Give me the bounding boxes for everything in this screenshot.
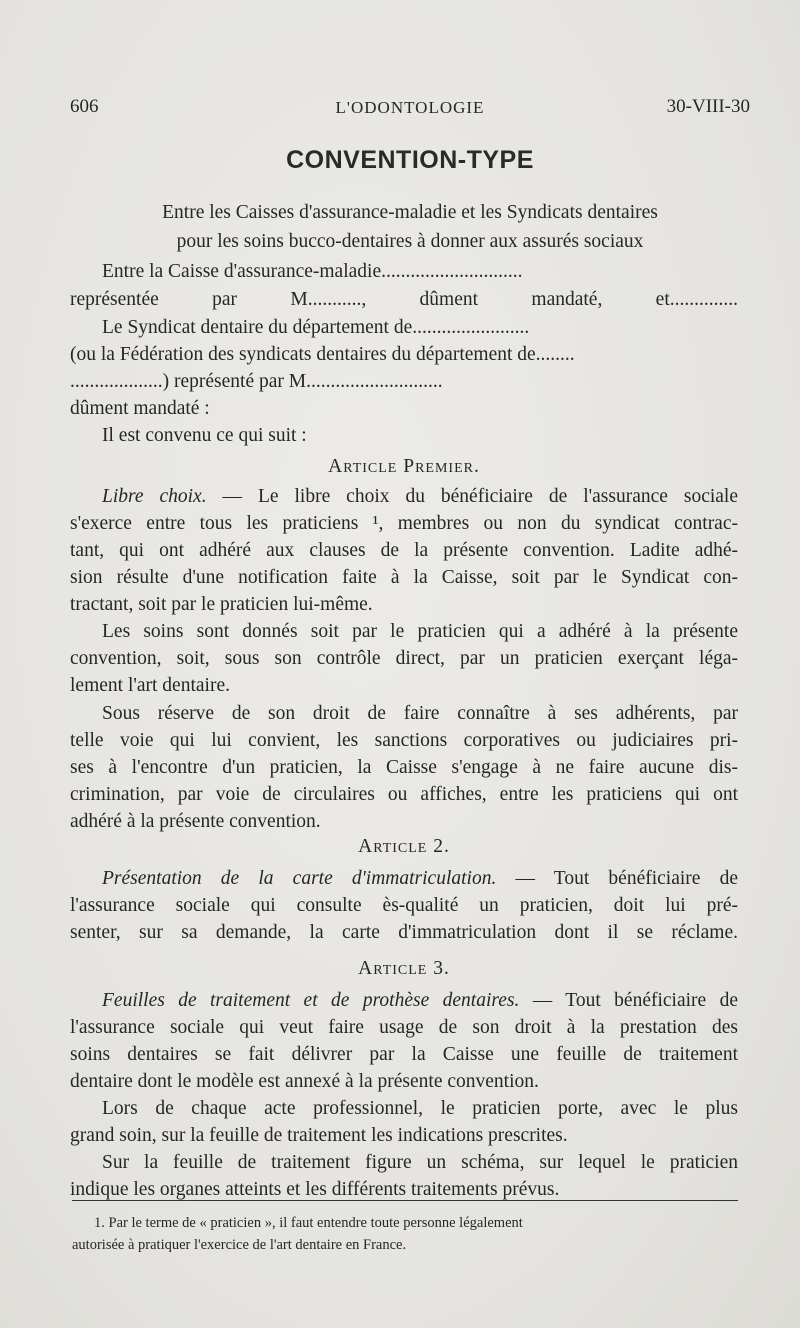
subtitle-line: pour les soins bucco-dentaires à donner aux assurés sociaux (176, 231, 644, 252)
article-line: Présentation de la carte d'immatriculation. — Tout bénéficiaire de (102, 868, 738, 889)
article-line: Libre choix. — Le libre choix du bénéficiaire de l'assurance sociale (102, 486, 738, 507)
article-line: l'assurance sociale qui consulte ès-qualité un praticien, doit lui pré- (70, 895, 738, 916)
preamble-line: (ou la Fédération des syndicats dentaires du département de........ (70, 344, 575, 365)
article-heading: Article 3. (358, 958, 450, 979)
article-line: senter, sur sa demande, la carte d'immatriculation dont il se réclame. (70, 922, 738, 943)
article-line: tant, qui ont adhéré aux clauses de la présente convention. Ladite adhé- (70, 540, 738, 561)
article-lead: Libre choix. (102, 486, 207, 507)
issue-date: 30-VIII-30 (666, 96, 750, 117)
preamble-line: représentée par M..........., dûment mandaté, et.............. (70, 289, 738, 310)
article-line: Lors de chaque acte professionnel, le praticien porte, avec le plus (102, 1098, 738, 1119)
footnote-line: 1. Par le terme de « praticien », il faut entendre toute personne légalement (94, 1215, 523, 1231)
preamble-line: dûment mandaté : (70, 398, 210, 419)
article-line: convention, soit, sous son contrôle direct, par un praticien exerçant léga- (70, 648, 738, 669)
article-lead: Feuilles de traitement et de prothèse dentaires. (102, 990, 520, 1011)
article-line: grand soin, sur la feuille de traitement les indications prescrites. (70, 1125, 568, 1146)
article-line: Les soins sont donnés soit par le praticien qui a adhéré à la présente (102, 621, 738, 642)
article-heading: Article 2. (358, 836, 450, 857)
article-line: tractant, soit par le praticien lui-même. (70, 594, 373, 615)
document-title: CONVENTION-TYPE (286, 146, 534, 174)
document-subtitle (70, 198, 750, 256)
article-line: sion résulte d'une notification faite à la Caisse, soit par le Syndicat con- (70, 567, 738, 588)
article-heading: Article Premier. (328, 456, 480, 477)
preamble-line: Entre la Caisse d'assurance-maladie............................. (102, 261, 523, 282)
article-line: lement l'art dentaire. (70, 675, 230, 696)
article-line: telle voie qui lui convient, les sanctions corporatives ou judiciaires pri- (70, 730, 738, 751)
article-line: ses à l'encontre d'un praticien, la Caisse s'engage à ne faire aucune dis- (70, 757, 738, 778)
preamble-line: Il est convenu ce qui suit : (102, 425, 307, 446)
article-line: soins dentaires se fait délivrer par la Caisse une feuille de traitement (70, 1044, 738, 1065)
footnote-line: autorisée à pratiquer l'exercice de l'art dentaire en France. (72, 1237, 407, 1253)
article-line: l'assurance sociale qui veut faire usage de son droit à la prestation des (70, 1017, 738, 1038)
preamble-line: Le Syndicat dentaire du département de........................ (102, 317, 530, 338)
article-line: adhéré à la présente convention. (70, 811, 321, 832)
page-number: 606 (70, 96, 99, 117)
article-line: crimination, par voie de circulaires ou affiches, entre les praticiens qui ont (70, 784, 738, 805)
article-line: Sous réserve de son droit de faire connaître à ses adhérents, par (102, 703, 738, 724)
journal-title: L'ODONTOLOGIE (335, 98, 485, 117)
article-line: indique les organes atteints et les différents traitements prévus. (70, 1179, 560, 1200)
article-lead: Présentation de la carte d'immatriculation. (102, 868, 497, 889)
subtitle-line: Entre les Caisses d'assurance-maladie et les Syndicats dentaires (162, 202, 658, 223)
running-header (70, 96, 750, 126)
preamble-line: ...................) représenté par M............................ (70, 371, 443, 392)
article-line: Sur la feuille de traitement figure un schéma, sur lequel le praticien (102, 1152, 738, 1173)
article-line: Feuilles de traitement et de prothèse dentaires. — Tout bénéficiaire de (102, 990, 738, 1011)
footnote-divider (72, 1200, 738, 1201)
article-line: dentaire dont le modèle est annexé à la présente convention. (70, 1071, 539, 1092)
article-line: s'exerce entre tous les praticiens ¹, membres ou non du syndicat contrac- (70, 513, 738, 534)
